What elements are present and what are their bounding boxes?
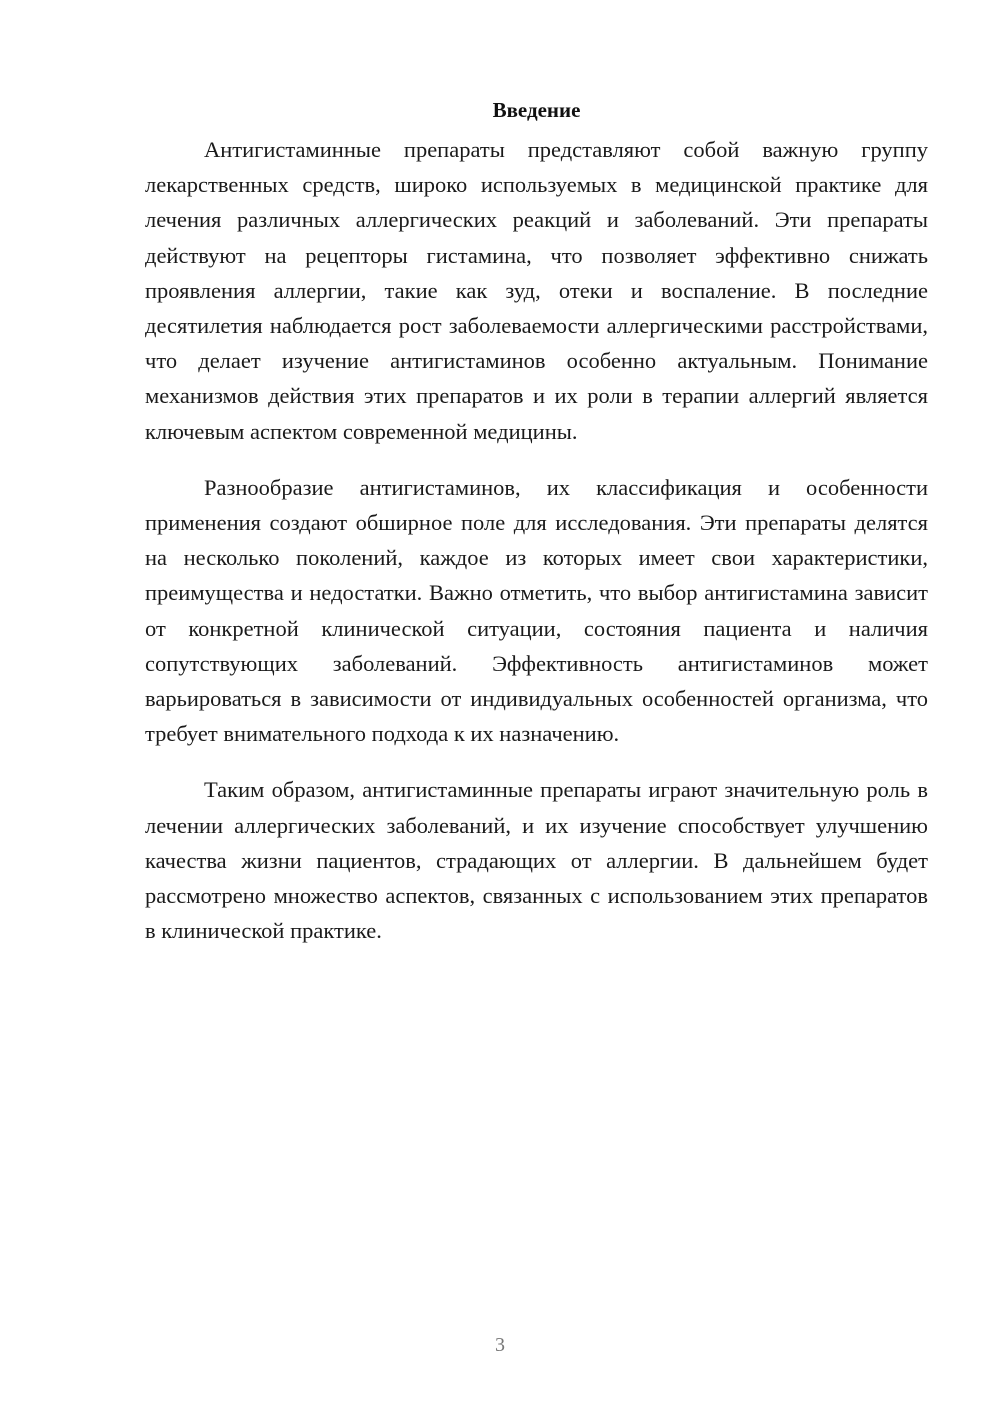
section-title: Введение — [492, 98, 581, 122]
page-body — [145, 92, 928, 948]
paragraph-2: Разнообразие антигистаминов, их классификация и особенности применения создают обширное поле для исследования. Эти препараты делятся на несколько поколений, каждое из которых имеет свои характеристики, преимущества и недостатки. Важно отметить, что выбор антигистамина зависит от конкретной клинической ситуации, состояния пациента и наличия сопутствующих заболеваний. Эффективность антигистаминов может варьироваться в зависимости от индивидуальных особенностей организма, что требует внимательного подхода к их назначению. — [145, 474, 928, 747]
paragraph-1: Антигистаминные препараты представляют собой важную группу лекарственных средств, широко используемых в медицинской практике для лечения различных аллергических реакций и заболеваний. Эти препараты действуют на рецепторы гистамина, что позволяет эффективно снижать проявления аллергии, такие как зуд, отеки и воспаление. В последние десятилетия наблюдается рост заболеваемости аллергическими расстройствами, что делает изучение антигистаминов особенно актуальным. Понимание механизмов действия этих препаратов и их роли в терапии аллергий является ключевым аспектом современной медицины. — [145, 137, 928, 444]
page-number: 3 — [495, 1334, 505, 1356]
paragraph-3: Таким образом, антигистаминные препараты играют значительную роль в лечении аллергических заболеваний, и их изучение способствует улучшению качества жизни пациентов, страдающих от аллергии. В дальнейшем будет рассмотрено множество аспектов, связанных с использованием этих препаратов в клинической практике. — [145, 777, 928, 944]
